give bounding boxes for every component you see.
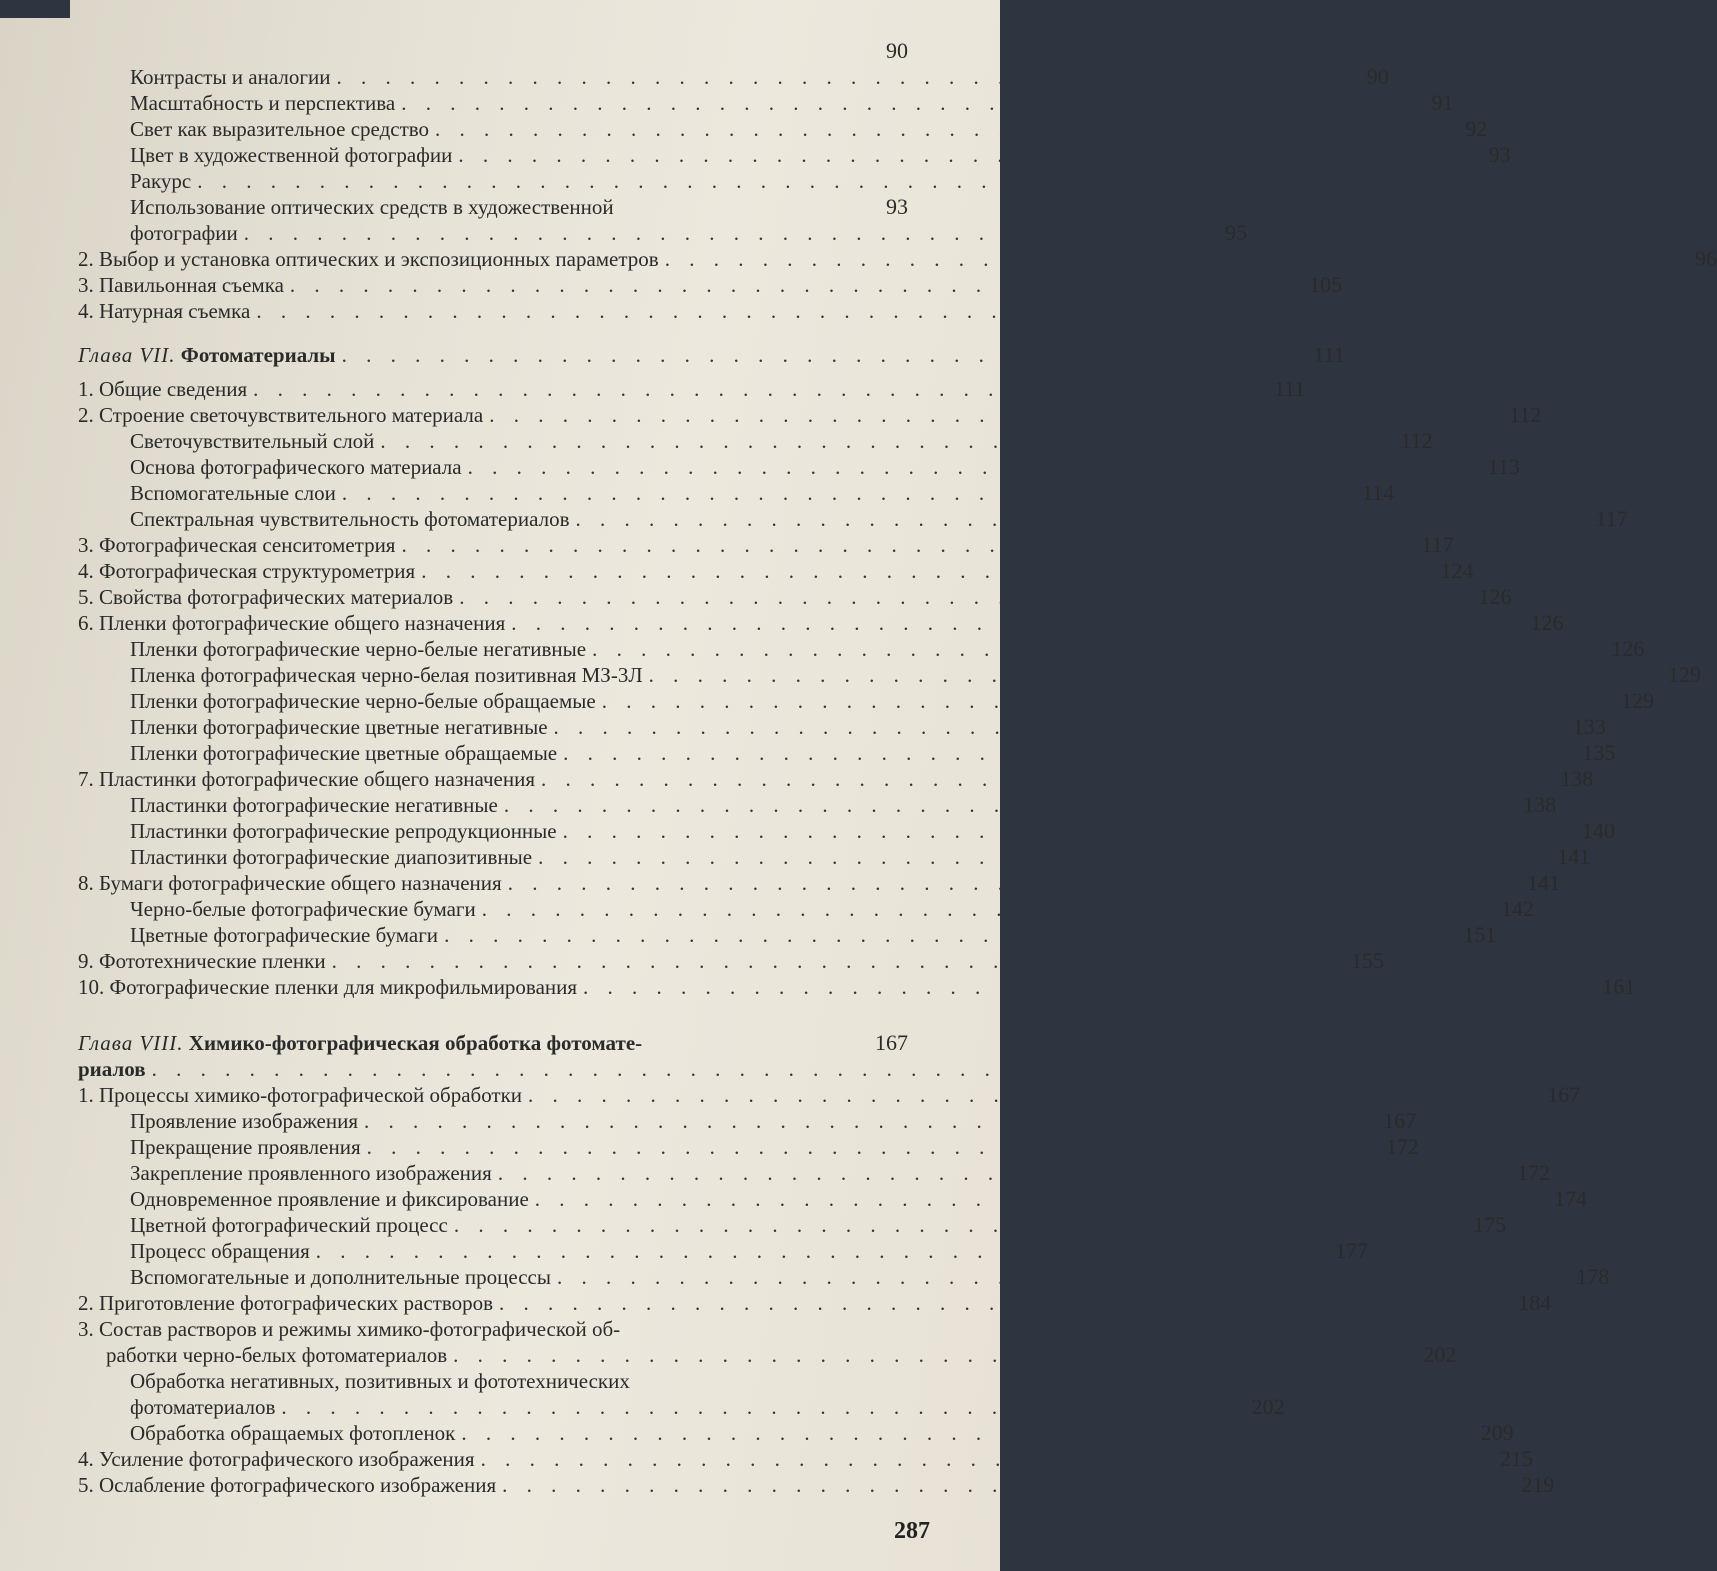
toc-entry-title: Цветные фотографические бумаги	[130, 923, 439, 947]
toc-entry-page: 167	[1547, 1082, 1581, 1107]
toc-entry-page: 129	[1667, 662, 1701, 687]
leader-dots: . . . . . . . . . . . . . . . . . . . . . . . . . . . . . . . . . . . . . . .	[341, 343, 1285, 367]
leader-dots: . . . . . . . . . . . . . . . . . . . . . . . . . . . . . . . . . . . . . . . . .	[336, 65, 1329, 89]
leader-dots: . . . . . . . . . . . . . . . . . . . . . . . . . . . . . . . . . . . . . . . . .	[528, 1083, 1521, 1107]
toc-entry	[78, 740, 1616, 766]
toc-entry-title: 9. Фототехнические пленки	[78, 949, 326, 973]
toc-entry	[78, 116, 1488, 142]
toc-entry-page: 91	[1431, 90, 1454, 115]
toc-entry-title: Свет как выразительное средство	[130, 117, 430, 141]
toc-entry-page: 215	[1499, 1446, 1533, 1471]
toc-entry	[78, 1160, 1551, 1186]
leader-dots: . . . . . . . . . . . . . . . . . . . . . . . . . . . . . . . . . . . . . . . . .	[289, 273, 1283, 297]
toc-group-b	[78, 246, 1717, 324]
toc-entry-page: 219	[1521, 1472, 1555, 1497]
toc-entry	[78, 870, 1560, 896]
toc-entry-page: 209	[1480, 1420, 1514, 1445]
toc-entry-ch8-3-cont: работки черно-белых фотоматериалов . . . . . . . . . . . . . . . . . . . . . . . . . . . . . . . . . . . . . . . 202	[106, 1342, 1457, 1367]
toc-entry-page: 175	[1473, 1212, 1507, 1237]
toc-entry-title: 4. Натурная съемка	[78, 299, 251, 323]
toc-entry	[78, 1264, 1610, 1290]
toc-entry	[78, 1186, 1588, 1212]
leader-dots: . . . . . . . . . . . . . . . . . . . . . . . . . . . . . . . . . . . . . . .	[453, 1343, 1397, 1367]
chapter-8-heading-cont: риалов . . . . . . . . . . . . . . . . . . . . . . . . . . . . . . . . . . . . . . .	[78, 1057, 1095, 1081]
leader-dots: . . . . . . . . . . . . . . . . . . . . . . . . . . . . . . . . . . . . . . . . .	[556, 1265, 1550, 1289]
leader-dots: . . . . . . . . . . . . . . . . . . . . . . . . . . . . . . . . . . . . . . . . .	[253, 377, 1246, 401]
toc-entry-title: 7. Пластинки фотографические общего назначения	[78, 767, 535, 791]
toc-entry-title: 5. Свойства фотографических материалов	[78, 585, 454, 609]
toc-entry	[78, 454, 1520, 480]
toc-entry-page: 151	[1463, 922, 1497, 947]
toc-entry	[78, 376, 1306, 402]
toc-entry-title: 3. Фотографическая сенситометрия	[78, 533, 396, 557]
toc-entry-page: 141	[1526, 870, 1560, 895]
toc-entry-title: 3. Павильонная съемка	[78, 273, 284, 297]
toc-entry-page: 184	[1518, 1290, 1552, 1315]
toc-entry-page: 117	[1421, 532, 1454, 557]
toc-entry-title: Основа фотографического материала	[130, 455, 462, 479]
toc-entry-title: Пленка фотографическая черно-белая позитивная МЗ-3Л	[130, 663, 643, 687]
leader-dots: . . . . . . . . . . . . . . . . . . . . . . . . . . . . . . . . . . . . . . . . .	[575, 507, 1568, 531]
leader-dots: . . . . . . . . . . . . . . . . . . . . . . . . . . . . . . . . . . . . . . . . .	[435, 117, 1428, 141]
toc-entry-title: 4. Фотографическая структурометрия	[78, 559, 416, 583]
toc-entry	[78, 428, 1433, 454]
toc-entry-title: Светочувствительный слой	[130, 429, 375, 453]
toc-entry-page: 140	[1581, 818, 1615, 843]
toc-entry-title: Спектральная чувствительность фотоматериалов	[130, 507, 570, 531]
toc-entry-title: 2. Выбор и установка оптических и экспозиционных параметров	[78, 247, 659, 271]
leader-dots: . . . . . . . . . . . . . . . . . . . . . . . . . . . . . . . . . . . . . . . . .	[341, 481, 1335, 505]
toc-entry	[78, 1420, 1514, 1446]
toc-entry	[78, 558, 1474, 584]
leader-dots: . . . . . . . . . . . . . . . . . . . . . . . . . . . . . . . . . . . . . . .	[243, 221, 1187, 245]
leader-dots: . . . . . . . . . . . . . . . . . . . . . . . . . . . . . . . . . . . . . . . . .	[458, 143, 1451, 167]
leader-dots: . . . . . . . . . . . . . . . . . . . . . . . . . . . . . . . . . . . . . . . . .	[315, 1239, 1309, 1263]
toc-entry-title: 1. Процессы химико-фотографической обработки	[78, 1083, 523, 1107]
toc-entry	[78, 1290, 1552, 1316]
leader-dots: . . . . . . . . . . . . . . . . . . . . . . . . . . . . . . . . . . . . . . . . .	[459, 585, 1452, 609]
toc-entry	[78, 402, 1542, 428]
leader-dots: . . . . . . . . . . . . . . . . . . . . . . . . . . . . . . . . . . . . . . . . .	[562, 819, 1555, 843]
toc-entry-page: 114	[1361, 480, 1395, 505]
toc-entry	[78, 506, 1628, 532]
toc-entry	[78, 1134, 1419, 1160]
toc-entry-optics: Использование оптических средств в художественной 93	[130, 194, 908, 219]
leader-dots: . . . . . . . . . . . . . . . . . . . . . . . . . . . . . . . . . . . . . . . . .	[256, 299, 1249, 323]
chapter-8-entries	[78, 1082, 1610, 1316]
toc-entry-page: 167	[1383, 1108, 1417, 1133]
toc-entry	[78, 636, 1645, 662]
toc-entry	[78, 1108, 1417, 1134]
toc-entry	[78, 792, 1557, 818]
toc-entry	[78, 688, 1654, 714]
toc-entry-page: 138	[1560, 766, 1594, 791]
toc-entry-page: 113	[1487, 454, 1520, 479]
toc-entry-page: 96	[1694, 246, 1717, 271]
toc-entry-page: 142	[1501, 896, 1535, 921]
toc-entry-page: 155	[1350, 948, 1384, 973]
toc-entry-title: Контрасты и аналогии	[130, 65, 331, 89]
toc-entry-title: 5. Ослабление фотографического изображения	[78, 1473, 497, 1497]
toc-entry-title: 6. Пленки фотографические общего назначения	[78, 611, 506, 635]
leader-dots: . . . . . . . . . . . . . . . . . . . . . . . . . . . . . . . . . . . . . . . . .	[507, 871, 1500, 895]
toc-entry-title: 4. Усиление фотографического изображения	[78, 1447, 475, 1471]
toc-entry-title: Одновременное проявление и фиксирование	[130, 1187, 529, 1211]
leader-dots: . . . . . . . . . . . . . . . . . . . . . . . . . . . . . . . . . . . . . . . . .	[592, 637, 1585, 661]
toc-entry	[78, 714, 1606, 740]
toc-entry	[78, 90, 1454, 116]
leader-dots: . . . . . . . . . . . . . . . . . . . . . . . . . . . . . . . . . . . . . . . . .	[444, 923, 1437, 947]
leader-dots: . . . . . . . . . . . . . . . . . . . . . . . . . . . . . . . . . . . . . . . . .	[553, 715, 1546, 739]
toc-entry-title: Пластинки фотографические репродукционные	[130, 819, 557, 843]
toc-entry-title: Пленки фотографические черно-белые негативные	[130, 637, 587, 661]
leader-dots: . . . . . . . . . . . . . . . . . . . . . . . . . . . . . . . . . . . . . . . . .	[503, 793, 1497, 817]
toc-entry-ch8-3: 3. Состав растворов и режимы химико-фотографической об-	[78, 1317, 621, 1341]
toc-entry-title: Черно-белые фотографические бумаги	[130, 897, 476, 921]
toc-entry	[78, 948, 1384, 974]
toc-entry-page: 172	[1517, 1160, 1551, 1185]
leader-dots: . . . . . . . . . . . . . . . . . . . . . . . . . . . . . . . . . . . . . . . . .	[364, 1109, 1357, 1133]
leader-dots: . . . . . . . . . . . . . . . . . . . . . . . . . . . . . . . . . . . . . . . . .	[583, 975, 1576, 999]
toc-entry-page: 93	[1488, 142, 1511, 167]
toc-entry-page: 177	[1335, 1238, 1369, 1263]
chapter-8-tail-entries	[78, 1420, 1555, 1498]
leader-dots: . . . . . . . . . . . . . . . . . . . . . . . . . . . . . . . . . . . . . . . . .	[467, 455, 1460, 479]
toc-entry-title: Пленки фотографические цветные негативные	[130, 715, 548, 739]
leader-dots: . . . . . . . . . . . . . . . . . . . . . . . . . . . . . . . . . . . . . . . . .	[601, 689, 1594, 713]
leader-dots: . . . . . . . . . . . . . . . . . . . . . . . . . . . . . . . . . . . . . . . . .	[481, 897, 1475, 921]
toc-entry	[78, 818, 1615, 844]
toc-entry-page: 126	[1478, 584, 1512, 609]
toc-entry	[78, 662, 1701, 688]
leader-dots: . . . . . . . . . . . . . . . . . . . . . . . . . . . . . . . . . . . . . . .	[281, 1395, 1225, 1419]
toc-entry-page: 112	[1509, 402, 1542, 427]
leader-dots: . . . . . . . . . . . . . . . . . . . . . . . . . . . . . . . . . . . . . . . . .	[480, 1447, 1473, 1471]
leader-dots: . . . . . . . . . . . . . . . . . . . . . . . . . . . . . . . . . . . . . . . . .	[489, 403, 1482, 427]
toc-entry-title: Процесс обращения	[130, 1239, 310, 1263]
toc-entry-page: 124	[1440, 558, 1474, 583]
toc-entry-page: 92	[1465, 116, 1488, 141]
toc-entry-title: Цвет в художественной фотографии	[130, 143, 453, 167]
leader-dots: . . . . . . . . . . . . . . . . . . . . . . . . . . . . . . . . . . . . . . . . .	[648, 663, 1641, 687]
leader-dots: . . . . . . . . . . . . . . . . . . . . . . . . . . . . . . . . . . . . . . .	[151, 1057, 1095, 1081]
toc-entry-page: 172	[1385, 1134, 1419, 1159]
toc-entry-title: Ракурс	[130, 169, 192, 193]
toc-entry	[78, 272, 1343, 298]
leader-dots: . . . . . . . . . . . . . . . . . . . . . . . . . . . . . . . . . . . . . . . . .	[511, 611, 1504, 635]
toc-entry-title: Пленки фотографические цветные обращаемые	[130, 741, 558, 765]
leader-dots: . . . . . . . . . . . . . . . . . . . . . . . . . . . . . . . . . . . . . . . . .	[664, 247, 1657, 271]
leader-dots: . . . . . . . . . . . . . . . . . . . . . . . . . . . . . . . . . . . . . . . . .	[380, 429, 1373, 453]
toc-entry-title: 1. Общие сведения	[78, 377, 248, 401]
toc-entry	[78, 1238, 1369, 1264]
toc-entry-title: Обработка обращаемых фотопленок	[130, 1421, 456, 1445]
toc-entry-page: 111	[1274, 376, 1306, 401]
toc-entry	[78, 480, 1395, 506]
leader-dots: . . . . . . . . . . . . . . . . . . . . . . . . . . . . . . . . . . . . . . . . .	[331, 949, 1324, 973]
leader-dots: . . . . . . . . . . . . . . . . . . . . . . . . . . . . . . . . . . . . . . . . .	[563, 741, 1556, 765]
scan-corner	[0, 0, 70, 18]
leader-dots: . . . . . . . . . . . . . . . . . . . . . . . . . . . . . . . . . . . . . . . . .	[499, 1291, 1492, 1315]
page-number: 287	[894, 1518, 930, 1544]
toc-entry	[78, 532, 1454, 558]
toc-entry-title: Пластинки фотографические негативные	[130, 793, 498, 817]
toc-entry-title: Вспомогательные и дополнительные процессы	[130, 1265, 551, 1289]
toc-entry	[78, 168, 1190, 194]
leader-dots: . . . . . . . . . . . . . . . . . . . . . . . . . . . . . . . . . . . . . . . . .	[453, 1213, 1447, 1237]
leader-dots: . . . . . . . . . . . . . . . . . . . . . . . . . . . . . . . . . . . . . . . . .	[497, 1161, 1491, 1185]
toc-entry	[78, 922, 1497, 948]
toc-entry-page: 117	[1595, 506, 1628, 531]
toc-entry-title: Пленки фотографические черно-белые обращаемые	[130, 689, 596, 713]
toc-entry-page: 112	[1400, 428, 1433, 453]
leader-dots: . . . . . . . . . . . . . . . . . . . . . . . . . . . . . . . . . . . . . . . . .	[534, 1187, 1528, 1211]
toc-entry-page: 135	[1582, 740, 1616, 765]
leader-dots: . . . . . . . . . . . . . . . . . . . . . . . . . . . . . . . . . . . . . . . . .	[461, 1421, 1454, 1445]
table-of-contents	[78, 38, 1717, 1498]
toc-entry	[78, 1082, 1581, 1108]
toc-entry-title: Цветной фотографический процесс	[130, 1213, 448, 1237]
toc-entry	[78, 610, 1564, 636]
toc-entry	[78, 1446, 1533, 1472]
chapter-7-heading: Глава VII. Фотоматериалы . . . . . . . . . . . . . . . . . . . . . . . . . . . . . . . . . . . . . . . 111	[78, 342, 1345, 367]
toc-entry-title: 8. Бумаги фотографические общего назначения	[78, 871, 502, 895]
toc-entry	[78, 64, 1389, 90]
toc-entry	[78, 844, 1591, 870]
toc-entry-page: 174	[1554, 1186, 1588, 1211]
toc-entry-page: 138	[1523, 792, 1557, 817]
toc-entry	[78, 246, 1717, 272]
toc-entry-title: Прекращение проявления	[130, 1135, 361, 1159]
toc-entry-title: Закрепление проявленного изображения	[130, 1161, 492, 1185]
toc-entry-title: 2. Приготовление фотографических растворов	[78, 1291, 494, 1315]
leader-dots: . . . . . . . . . . . . . . . . . . . . . . . . . . . . . . . . . . . . . . . . .	[366, 1135, 1359, 1159]
leader-dots: . . . . . . . . . . . . . . . . . . . . . . . . . . . . . . . . . . . . . . . . .	[538, 845, 1531, 869]
leader-dots: . . . . . . . . . . . . . . . . . . . . . . . . . . . . . . . . . . . . . . . . .	[502, 1473, 1495, 1497]
toc-entry	[78, 142, 1511, 168]
chapter-7-entries	[78, 376, 1701, 1000]
toc-entry-page: 126	[1611, 636, 1645, 661]
toc-group-a	[78, 64, 1511, 194]
toc-top-page: 90	[886, 38, 908, 63]
toc-entry-title: 10. Фотографические пленки для микрофильмирования	[78, 975, 578, 999]
toc-entry	[78, 1472, 1555, 1498]
toc-entry-page: 178	[1576, 1264, 1610, 1289]
toc-entry-ch8-sub-cont: фотоматериалов . . . . . . . . . . . . . . . . . . . . . . . . . . . . . . . . . . . . . . . 202	[130, 1394, 1285, 1419]
toc-entry-page: 126	[1530, 610, 1564, 635]
toc-entry-title: Вспомогательные слои	[130, 481, 336, 505]
toc-entry	[78, 766, 1594, 792]
leader-dots: . . . . . . . . . . . . . . . . . . . . . . . . . . . . . . . . . . . . . . . . .	[541, 767, 1534, 791]
toc-entry-ch8-sub: Обработка негативных, позитивных и фототехнических	[130, 1369, 630, 1393]
toc-entry	[78, 298, 1249, 324]
toc-entry-page: 161	[1602, 974, 1636, 999]
toc-entry-optics-cont: фотографии . . . . . . . . . . . . . . . . . . . . . . . . . . . . . . . . . . . . . . . 95	[130, 220, 1247, 245]
toc-entry-title: Проявление изображения	[130, 1109, 359, 1133]
chapter-8-heading: Глава VIII. Химико-фотографическая обработка фотомате- 167	[78, 1030, 908, 1055]
toc-entry-title: Пластинки фотографические диапозитивные	[130, 845, 533, 869]
toc-entry-title: Масштабность и перспектива	[130, 91, 396, 115]
toc-entry-page: 141	[1557, 844, 1591, 869]
toc-entry-page: 133	[1572, 714, 1606, 739]
leader-dots: . . . . . . . . . . . . . . . . . . . . . . . . . . . . . . . . . . . . . . . . .	[197, 169, 1190, 193]
leader-dots: . . . . . . . . . . . . . . . . . . . . . . . . . . . . . . . . . . . . . . . . .	[421, 559, 1414, 583]
leader-dots: . . . . . . . . . . . . . . . . . . . . . . . . . . . . . . . . . . . . . . . . .	[401, 533, 1394, 557]
toc-entry-title: 2. Строение светочувствительного материала	[78, 403, 484, 427]
leader-dots: . . . . . . . . . . . . . . . . . . . . . . . . . . . . . . . . . . . . . . . . .	[401, 91, 1394, 115]
toc-entry-page: 129	[1620, 688, 1654, 713]
toc-entry	[78, 1212, 1507, 1238]
toc-entry-page: 105	[1309, 272, 1343, 297]
toc-entry	[78, 896, 1535, 922]
toc-entry	[78, 584, 1512, 610]
toc-entry-page: 90	[1366, 64, 1389, 89]
toc-entry	[78, 974, 1636, 1000]
